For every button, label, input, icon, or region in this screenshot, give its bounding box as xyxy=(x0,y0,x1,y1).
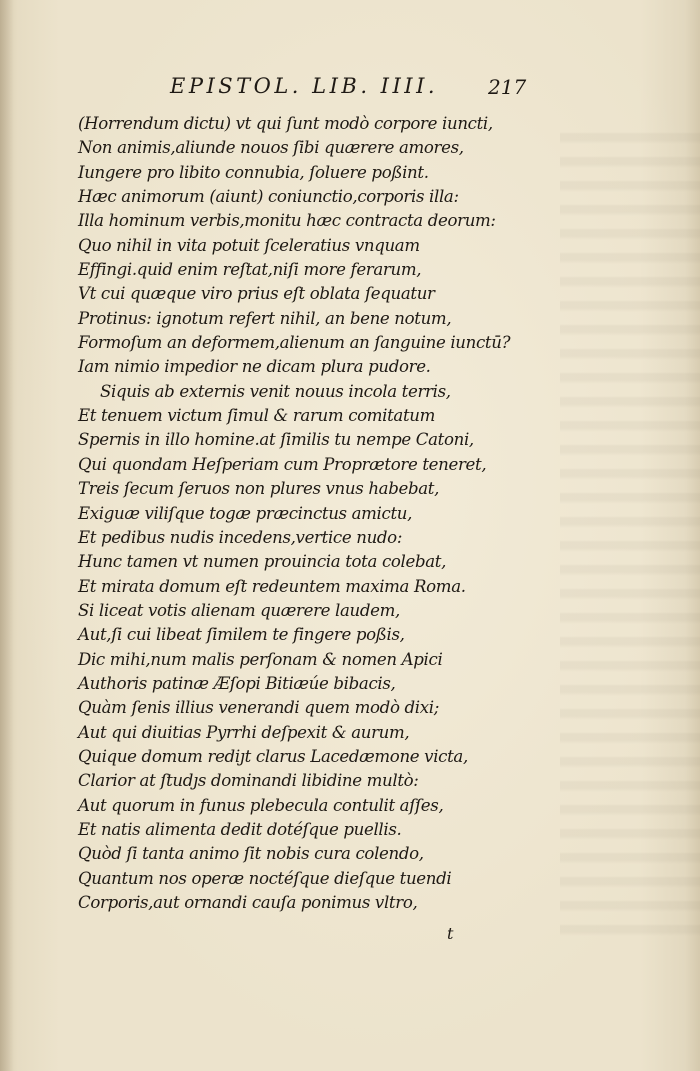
verse-line: Iam nimio impedior ne dicam plura pudore. xyxy=(78,357,431,377)
verse-line: Hunc tamen vt numen prouincia tota colebat, xyxy=(78,552,447,572)
page-header xyxy=(170,74,530,104)
verse-line: Si liceat votis alienam quærere laudem, xyxy=(78,600,400,620)
verse-line: Exiguæ viliſque togæ præcinctus amictu, xyxy=(78,503,413,523)
verse-line: Et pedibus nudis incedens,vertice nudo: xyxy=(78,527,403,547)
verse-line: Iungere pro libito connubia, ſoluere poßint. xyxy=(78,162,429,182)
verse-line: Quo nihil in vita potuit ſceleratius vnquam xyxy=(78,235,420,255)
verse-line: Quique domum rediȷt clarus Lacedæmone victa, xyxy=(78,746,468,766)
verse-line: Effingi.quid enim reſtat,niſi more ferarum, xyxy=(78,260,422,280)
verse-line: Spernis in illo homine.at ſimilis tu nempe Catoni, xyxy=(78,430,474,450)
verse-line: Qui quondam Heſperiam cum Proprætore teneret, xyxy=(78,454,487,474)
gutter-shadow xyxy=(0,0,14,1071)
verse-line: Illa hominum verbis,monitu hæc contracta deorum: xyxy=(78,211,496,231)
show-through-text xyxy=(560,120,700,940)
verse-line: Non animis,aliunde nouos ſibi quærere amores, xyxy=(78,138,464,158)
verse-line: Formoſum an deformem,alienum an ſanguine iunctū? xyxy=(78,333,511,353)
verse-line: Et natis alimenta dedit dotéſque puellis. xyxy=(78,819,402,839)
verse-line: Quantum nos operæ noctéſque dieſque tuendi xyxy=(78,868,452,888)
verse-line: Clarior at ſtudȷs dominandi libidine multò: xyxy=(78,771,419,791)
verse-line: Aut qui diuitias Pyrrhi deſpexit & aurum, xyxy=(78,722,410,742)
verse-line: Corporis,aut ornandi cauſa ponimus vltro, xyxy=(78,893,418,912)
verse-line: Hæc animorum (aiunt) coniunctio,corporis illa: xyxy=(78,187,459,207)
running-head: EPISTOL. LIB. IIII. xyxy=(170,74,439,98)
verse-line: Quòd ſi tanta animo ſit nobis cura colendo, xyxy=(78,844,424,864)
verse-line: Dic mihi,num malis perſonam & nomen Apici xyxy=(78,649,443,669)
verse-line: Et mirata domum eſt redeuntem maxima Roma. xyxy=(78,576,466,596)
verse-line: Authoris patinæ Æſopi Bitiæúe bibacis, xyxy=(78,673,396,693)
verse-line: Treis ſecum ſeruos non plures vnus habebat, xyxy=(78,479,439,499)
page-number: 217 xyxy=(488,75,527,99)
verse-block xyxy=(78,112,538,915)
verse-line: Protinus: ignotum refert nihil, an bene notum, xyxy=(78,308,452,328)
verse-line: Aut,ſi cui libeat ſimilem te fingere poßis, xyxy=(78,625,405,645)
catchword: t xyxy=(447,924,454,943)
verse-line: Siquis ab externis venit nouus incola terris, xyxy=(100,381,451,401)
verse-line: Quàm ſenis illius venerandi quem modò dixi; xyxy=(78,698,439,718)
verse-line: Aut quorum in funus plebecula contulit aſſes, xyxy=(78,795,444,815)
verse-line: Vt cui quæque viro prius eſt oblata ſequatur xyxy=(78,284,435,304)
verse-line: (Horrendum dictu) vt qui ſunt modò corpore iuncti, xyxy=(78,114,493,133)
verse-line: Et tenuem victum ſimul & rarum comitatum xyxy=(78,406,436,426)
